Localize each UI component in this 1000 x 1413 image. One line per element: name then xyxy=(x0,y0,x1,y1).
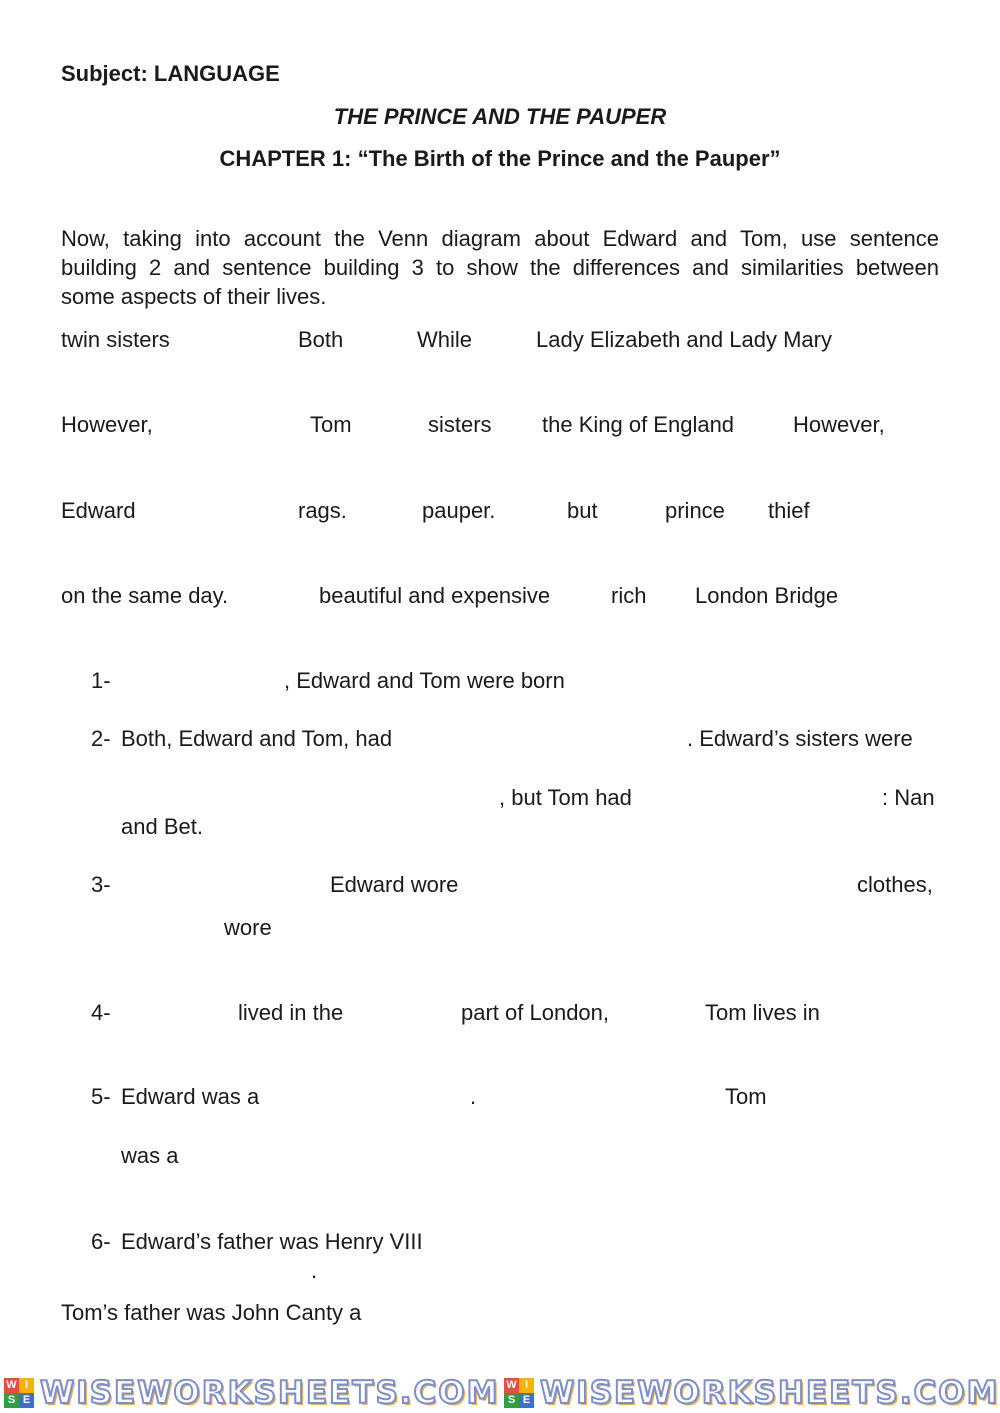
word-bank-item: sisters xyxy=(428,412,492,437)
exercise-text: and Bet. xyxy=(121,814,203,839)
word-bank-item: However, xyxy=(793,412,885,437)
exercise-number: 4- xyxy=(91,1000,111,1025)
book-title: THE PRINCE AND THE PAUPER xyxy=(333,104,667,129)
word-bank-item: prince xyxy=(665,498,725,523)
instructions xyxy=(61,224,939,311)
word-bank-item: However, xyxy=(61,412,153,437)
chapter-title: CHAPTER 1: “The Birth of the Prince and the Pauper” xyxy=(219,146,781,171)
exercise-text: Edward wore xyxy=(330,872,459,897)
exercise-text: clothes, xyxy=(857,872,933,897)
word-bank-item: London Bridge xyxy=(695,583,839,608)
exercise-text: : Nan xyxy=(882,785,935,810)
exercise-text: Tom lives in xyxy=(705,1000,820,1025)
word-bank-item: rags. xyxy=(298,498,347,523)
exercise-text: . xyxy=(470,1084,477,1109)
brand-logo xyxy=(4,1376,500,1410)
exercise-text: . Edward’s sisters were xyxy=(687,726,913,751)
word-bank-item: twin sisters xyxy=(61,327,170,352)
instructions-line-1: Now, taking into account the Venn diagram about Edward and Tom, use sentence xyxy=(61,226,939,251)
exercise-text: Tom xyxy=(725,1084,767,1109)
exercise-number: 6- xyxy=(91,1229,111,1254)
exercise-text: . xyxy=(311,1258,318,1283)
exercise-text: Edward’s father was Henry VIII xyxy=(121,1229,423,1254)
brand-badge-icon: W I S E xyxy=(4,1378,34,1408)
word-bank-item: Both xyxy=(298,327,344,352)
instructions-line-3: some aspects of their lives. xyxy=(61,284,327,309)
closing-line: Tom’s father was John Canty a xyxy=(61,1300,362,1325)
exercise-text: part of London, xyxy=(461,1000,610,1025)
brand-badge-icon: W I S E xyxy=(504,1378,534,1408)
exercise-text: Both, Edward and Tom, had xyxy=(121,726,393,751)
exercise-number: 1- xyxy=(91,668,111,693)
exercise-number: 2- xyxy=(91,726,111,751)
exercise-text: Edward was a xyxy=(121,1084,260,1109)
word-bank-item: the King of England xyxy=(542,412,735,437)
word-bank-item: on the same day. xyxy=(61,583,229,608)
brand-text: WISEWORKSHEETS.COM xyxy=(540,1375,1000,1411)
word-bank-item: thief xyxy=(768,498,810,523)
word-bank-item: Tom xyxy=(310,412,352,437)
word-bank-item: While xyxy=(417,327,473,352)
subject-label: Subject: LANGUAGE xyxy=(61,61,280,86)
word-bank-item: pauper. xyxy=(422,498,496,523)
exercise-number: 3- xyxy=(91,872,111,897)
brand-text: WISEWORKSHEETS.COM xyxy=(40,1375,500,1411)
word-bank-item: but xyxy=(567,498,598,523)
brand-logo xyxy=(504,1376,1000,1410)
exercise-text: lived in the xyxy=(238,1000,344,1025)
instructions-line-2: building 2 and sentence building 3 to show the differences and similarities between xyxy=(61,255,939,280)
exercise-text: , but Tom had xyxy=(499,785,632,810)
word-bank-item: beautiful and expensive xyxy=(319,583,551,608)
word-bank-item: Edward xyxy=(61,498,136,523)
word-bank-item: Lady Elizabeth and Lady Mary xyxy=(536,327,832,352)
footer-watermark xyxy=(0,1372,1000,1413)
exercise-text: wore xyxy=(224,915,272,940)
word-bank-item: rich xyxy=(611,583,647,608)
exercise-text: , Edward and Tom were born xyxy=(284,668,565,693)
exercise-number: 5- xyxy=(91,1084,111,1109)
exercise-text: was a xyxy=(121,1143,179,1168)
